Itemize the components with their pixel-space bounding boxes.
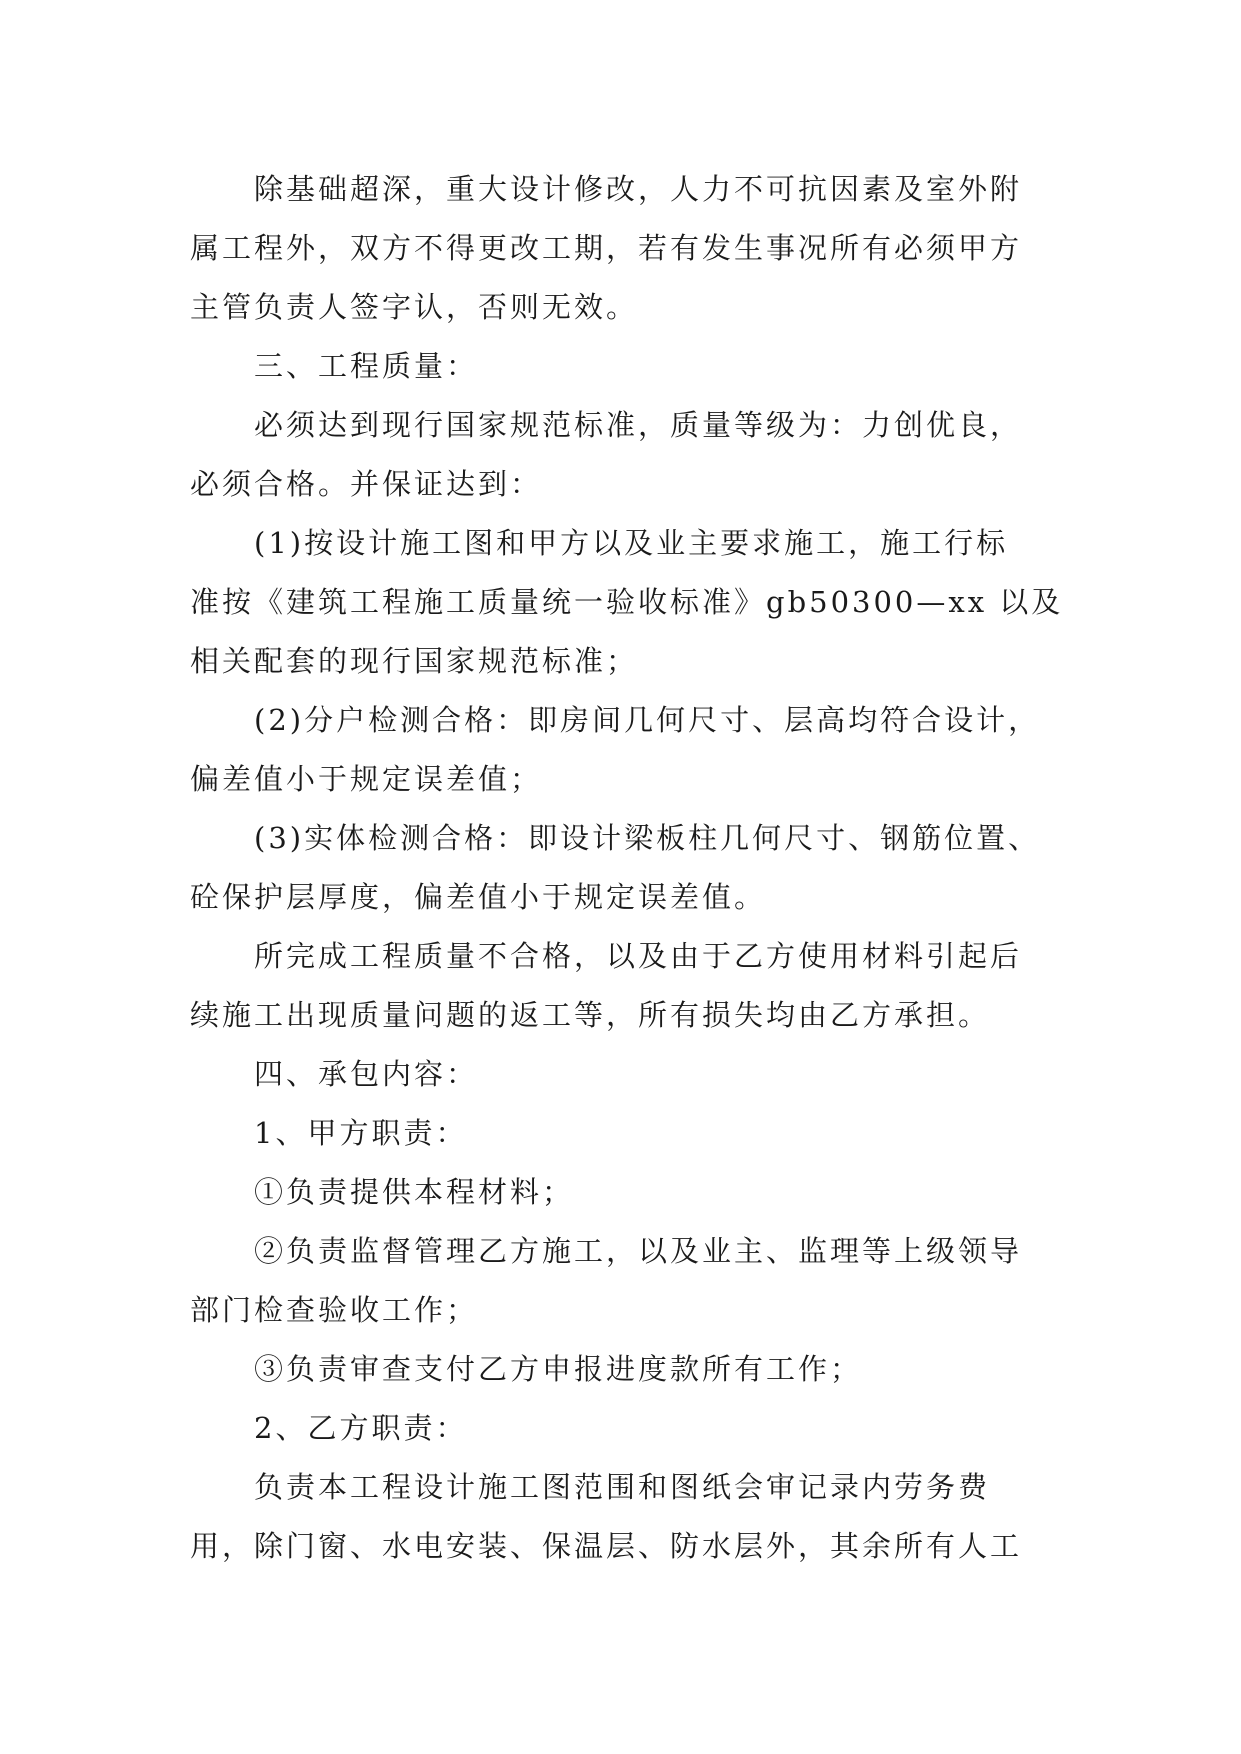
- section-heading-scope: 四、承包内容：: [254, 1057, 479, 1091]
- text-line: 相关配套的现行国家规范标准；: [190, 644, 639, 678]
- section-heading-quality: 三、工程质量：: [254, 349, 479, 383]
- list-item-2: (2)分户检测合格：即房间几何尺寸、层高均符合设计，: [254, 703, 1041, 737]
- text-line: 准按《建筑工程施工质量统一验收标准》gb50300—xx 以及: [190, 585, 1064, 619]
- text-line: 除基础超深，重大设计修改，人力不可抗因素及室外附: [254, 172, 1023, 206]
- text-line: 必须达到现行国家规范标准，质量等级为：力创优良，: [254, 408, 1023, 442]
- document-body: [190, 160, 1064, 1576]
- duty-item-3: ③负责审查支付乙方申报进度款所有工作；: [254, 1352, 863, 1386]
- text-line: 续施工出现质量问题的返工等，所有损失均由乙方承担。: [190, 998, 991, 1032]
- text-line: 所完成工程质量不合格，以及由于乙方使用材料引起后: [254, 939, 1023, 973]
- list-item-1: (1)按设计施工图和甲方以及业主要求施工，施工行标: [254, 526, 1009, 560]
- text-line: 主管负责人签字认，否则无效。: [190, 290, 639, 324]
- subheading-party-b: 2、乙方职责：: [254, 1411, 468, 1445]
- text-line: 属工程外，双方不得更改工期，若有发生事况所有必须甲方: [190, 231, 1023, 265]
- subheading-party-a: 1、甲方职责：: [254, 1116, 468, 1150]
- text-line: 必须合格。并保证达到：: [190, 467, 543, 501]
- text-line: 用，除门窗、水电安装、保温层、防水层外，其余所有人工: [190, 1529, 1023, 1563]
- list-item-3: (3)实体检测合格：即设计梁板柱几何尺寸、钢筋位置、: [254, 821, 1041, 855]
- text-line: 砼保护层厚度，偏差值小于规定误差值。: [190, 880, 767, 914]
- duty-item-1: ①负责提供本程材料；: [254, 1175, 575, 1209]
- duty-item-2: ②负责监督管理乙方施工，以及业主、监理等上级领导: [254, 1234, 1023, 1268]
- text-line: 偏差值小于规定误差值；: [190, 762, 543, 796]
- text-line: 部门检查验收工作；: [190, 1293, 479, 1327]
- text-line: 负责本工程设计施工图范围和图纸会审记录内劳务费: [254, 1470, 991, 1504]
